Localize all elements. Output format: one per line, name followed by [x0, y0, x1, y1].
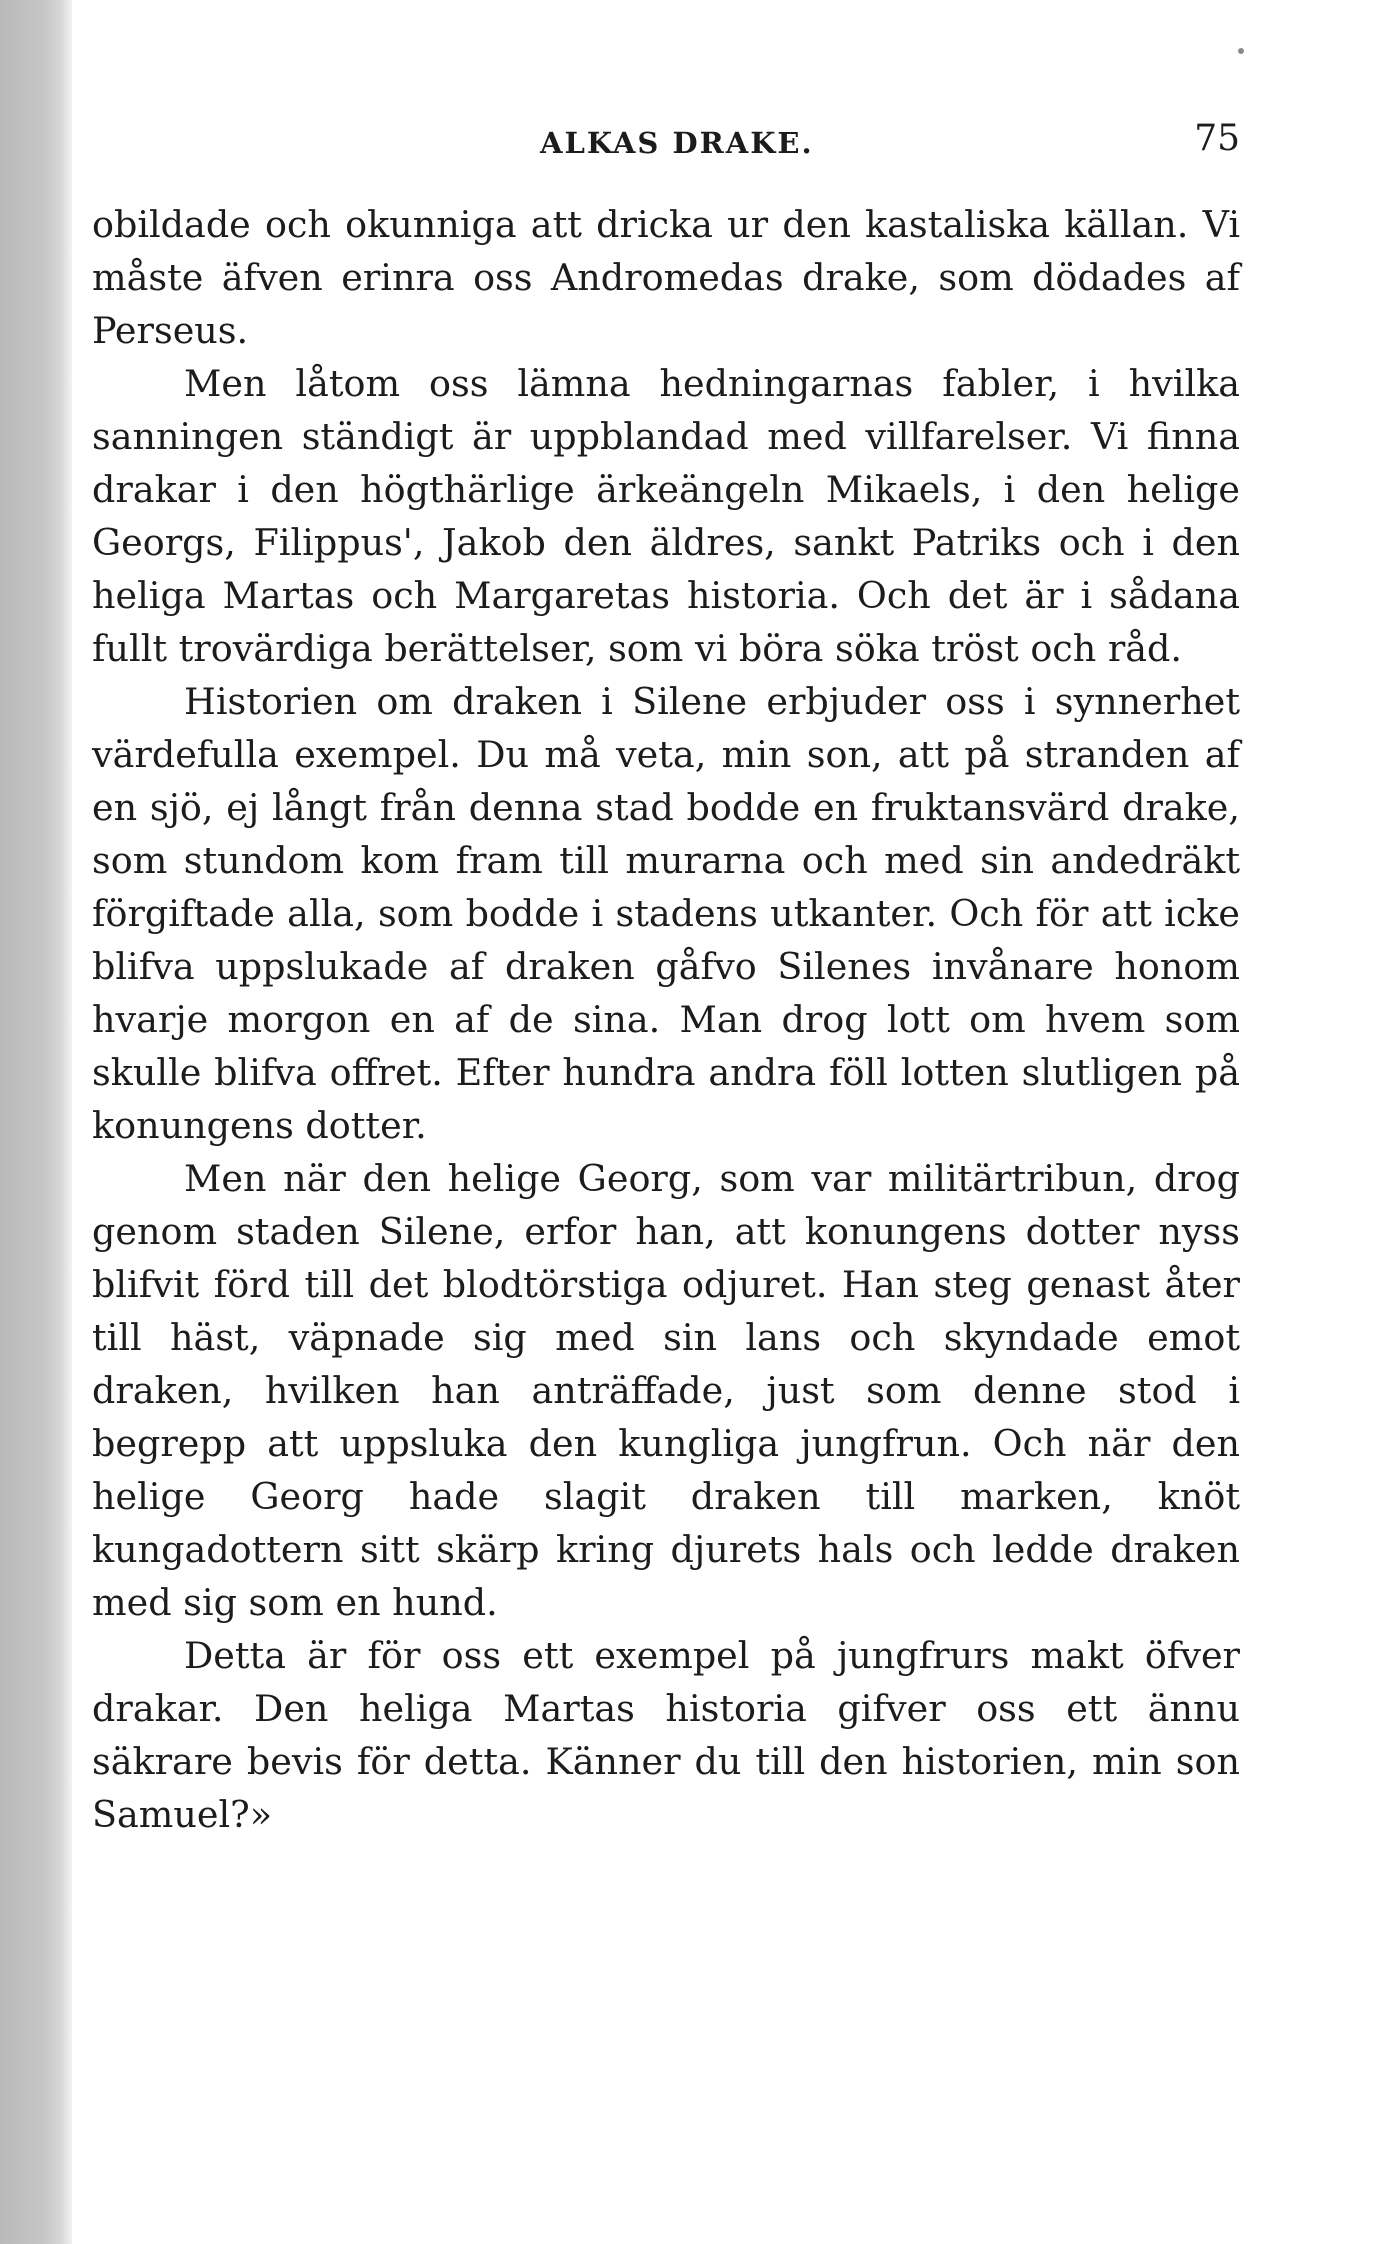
book-page [92, 118, 1240, 1841]
paragraph: Men när den helige Georg, som var militärtribun, drog genom staden Silene, erfor han, att konungens dotter nyss blifvit förd till det blodtörstiga odjuret. Han steg genast åter till häst, väpnade sig med sin lans och skyndade emot draken, hvilken han anträffade, just som denne stod i begrepp att uppsluka den kungliga jungfrun. Och när den helige Georg hade slagit draken till marken, knöt kungadottern sitt skärp kring djurets hals och ledde draken med sig som en hund. [92, 1157, 1240, 1624]
paragraph: Historien om draken i Silene erbjuder oss i synnerhet värdefulla exempel. Du må veta, min son, att på stranden af en sjö, ej långt från denna stad bodde en fruktansvärd drake, som stundom kom fram till murarna och med sin andedräkt förgiftade alla, som bodde i stadens utkanter. Och för att icke blifva uppslukade af draken gåfvo Silenes invånare honom hvarje morgon en af de sina. Man drog lott om hvem som skulle blifva offret. Efter hundra andra föll lotten slutligen på konungens dotter. [92, 680, 1240, 1147]
body-text [92, 198, 1240, 1841]
scan-gray-margin [0, 0, 72, 2244]
paragraph: Detta är för oss ett exempel på jungfrurs makt öfver drakar. Den heliga Martas historia gifver oss ett ännu säkrare bevis för detta. Känner du till den historien, min son Samuel?» [92, 1634, 1240, 1836]
page-number: 75 [1194, 118, 1240, 159]
paragraph: Men låtom oss lämna hedningarnas fabler, i hvilka sanningen ständigt är uppblandad med villfarelser. Vi finna drakar i den högthärlige ärkeängeln Mikaels, i den helige Georgs, Filippus', Jakob den äldres, sankt Patriks och i den heliga Martas och Margaretas historia. Och det är i sådana fullt trovärdiga berättelser, som vi böra söka tröst och råd. [92, 362, 1240, 670]
running-head-title: ALKAS DRAKE. [540, 126, 814, 160]
pencil-mark [1238, 48, 1244, 54]
paragraph: obildade och okunniga att dricka ur den kastaliska källan. Vi måste äfven erinra oss Andromedas drake, som dödades af Perseus. [92, 203, 1240, 352]
running-head [92, 118, 1240, 178]
